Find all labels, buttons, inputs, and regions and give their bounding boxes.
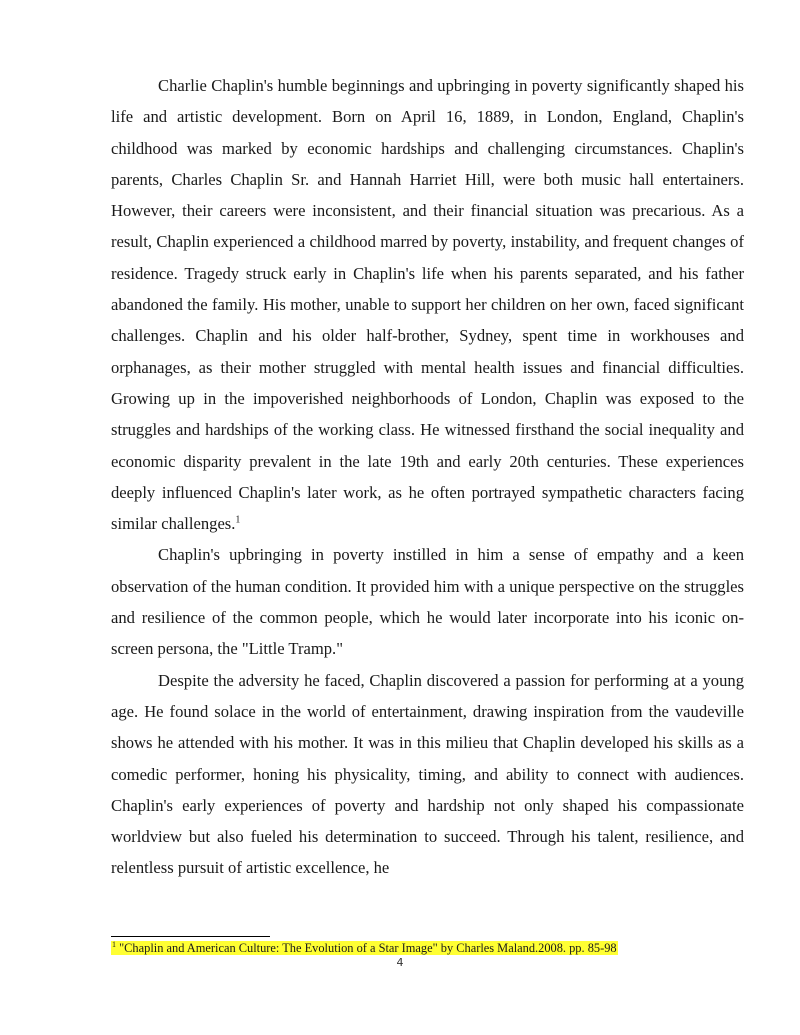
footnote-highlight [111,941,618,955]
footnote [111,938,618,958]
page-number: 4 [396,956,404,969]
footnote-text: "Chaplin and American Culture: The Evolution of a Star Image" by Charles Maland.2008. pp. 85-98 [119,941,617,955]
paragraph-1-text: Charlie Chaplin's humble beginnings and upbringing in poverty significantly shaped his life and artistic development. Born on April 16, 1889, in London, England, Chaplin's childhood was marked by economic hardships and challenging circumstances. Chaplin's parents, Charles Chaplin Sr. and Hannah Harriet Hill, were both music hall entertainers. However, their careers were inconsistent, and their financial situation was precarious. As a result, Chaplin experienced a childhood marred by poverty, instability, and frequent changes of residence. Tragedy struck early in Chaplin's life when his parents separated, and his father abandoned the family. His mother, unable to support her children on her own, faced significant challenges. Chaplin and his older half-brother, Sydney, spent time in workhouses and orphanages, as their mother struggled with mental health issues and financial difficulties. Growing up in the impoverished neighborhoods of London, Chaplin was exposed to the struggles and hardships of the working class. He witnessed firsthand the social inequality and economic disparity prevalent in the late 19th and early 20th centuries. These experiences deeply influenced Chaplin's later work, as he often portrayed sympathetic characters facing similar challenges. [111,76,744,534]
footnote-reference[interactable]: 1 [235,514,241,526]
footnote-marker: 1 [112,939,116,949]
footnote-separator [111,936,270,937]
paragraph-3: Despite the adversity he faced, Chaplin discovered a passion for performing at a young age. He found solace in the world of entertainment, drawing inspiration from the vaudeville shows he attended with his mother. It was in this milieu that Chaplin developed his skills as a comedic performer, honing his physicality, timing, and ability to connect with audiences. Chaplin's early experiences of poverty and hardship not only shaped his compassionate worldview but also fueled his determination to succeed. Through his talent, resilience, and relentless pursuit of artistic excellence, he [111,670,744,878]
paragraph-2: Chaplin's upbringing in poverty instilled in him a sense of empathy and a keen observation of the human condition. It provided him with a unique perspective on the struggles and resilience of the common people, which he would later incorporate into his iconic on-screen persona, the "Little Tramp." [111,545,744,659]
body-text [111,70,744,884]
paragraph-1 [111,70,744,539]
